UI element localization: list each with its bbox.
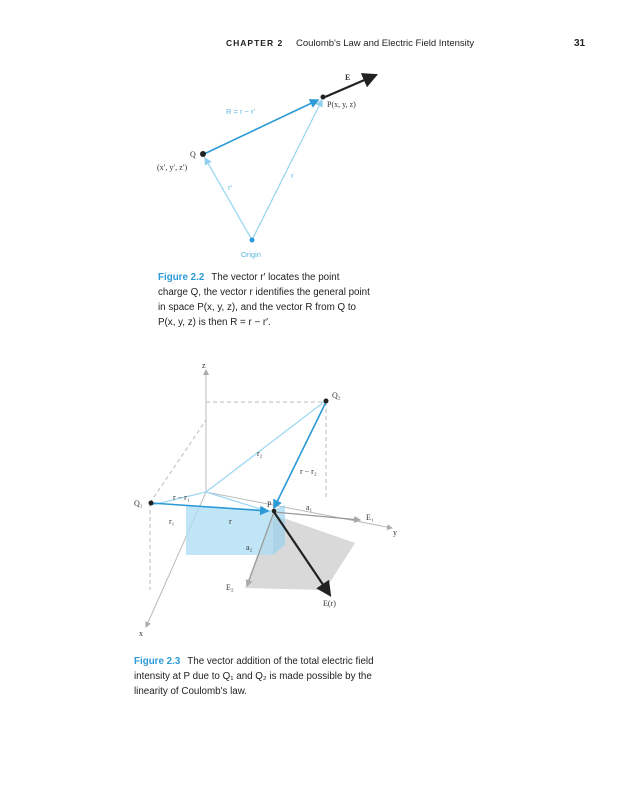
E-total-label: E(r) bbox=[323, 599, 336, 608]
R-vector bbox=[204, 100, 318, 154]
P-label-3d: P bbox=[267, 500, 272, 509]
Q2-point bbox=[324, 399, 329, 404]
r-prime-label: r′ bbox=[228, 183, 232, 192]
a1-label: a₁ bbox=[306, 503, 313, 512]
Q-point bbox=[200, 151, 206, 157]
P-point-3d bbox=[272, 509, 277, 514]
P-label: P(x, y, z) bbox=[327, 100, 356, 109]
a2-label: a₂ bbox=[246, 543, 253, 552]
r-prime-vector bbox=[205, 158, 252, 240]
r2-label: r₂ bbox=[257, 449, 263, 458]
figure-2-2-label: Figure 2.2 bbox=[158, 272, 205, 283]
caption-line: charge Q, the vector r identifies the general point bbox=[158, 287, 370, 298]
caption-line: The vector addition of the total electric field bbox=[187, 656, 374, 667]
R-label: R = r − r′ bbox=[226, 107, 255, 116]
E-label: E bbox=[345, 73, 351, 82]
caption-line: in space P(x, y, z), and the vector R from Q to bbox=[158, 302, 357, 313]
caption-line: P(x, y, z) is then R = r − r′. bbox=[158, 317, 271, 328]
caption-line: intensity at P due to Q₁ and Q₂ is made possible by the bbox=[134, 671, 372, 682]
Q2-construction-lines bbox=[206, 402, 326, 500]
figure-2-3-caption bbox=[134, 654, 404, 699]
page-number: 31 bbox=[574, 38, 586, 49]
chapter-label: CHAPTER 2 bbox=[226, 38, 284, 48]
E1-label: E₁ bbox=[366, 513, 374, 522]
E2-label: E₂ bbox=[226, 583, 234, 592]
P-point bbox=[321, 95, 326, 100]
figure-2-3-label: Figure 2.3 bbox=[134, 656, 181, 667]
Q-coords-label: (x′, y′, z′) bbox=[157, 163, 188, 172]
Q-label: Q bbox=[190, 150, 196, 159]
origin-point bbox=[250, 238, 255, 243]
r1-label: r₁ bbox=[169, 517, 175, 526]
z-axis-label: z bbox=[202, 361, 206, 370]
r-minus-r2-vector bbox=[274, 402, 326, 508]
r-minus-r1-label: r − r₁ bbox=[173, 493, 190, 502]
r-label-3d: r bbox=[229, 517, 232, 526]
caption-line: linearity of Coulomb's law. bbox=[134, 686, 247, 697]
y-axis-label: y bbox=[393, 528, 397, 537]
caption-line: The vector r′ locates the point bbox=[211, 272, 340, 283]
figure-2-2-caption bbox=[158, 270, 398, 330]
projection-box bbox=[186, 505, 273, 555]
Q1-label: Q₁ bbox=[134, 499, 143, 508]
r-vector bbox=[252, 100, 322, 240]
r2-vector bbox=[206, 402, 324, 492]
E-vector bbox=[325, 75, 376, 97]
chapter-title: Coulomb's Law and Electric Field Intensity bbox=[296, 38, 475, 49]
figure-2-3-diagram bbox=[134, 361, 397, 638]
r-label: r bbox=[291, 171, 294, 180]
x-axis-label: x bbox=[139, 629, 143, 638]
Q1-point bbox=[149, 501, 154, 506]
Q2-label: Q₂ bbox=[332, 391, 341, 400]
origin-label: Origin bbox=[241, 250, 262, 259]
r-minus-r2-label: r − r₂ bbox=[300, 467, 317, 476]
